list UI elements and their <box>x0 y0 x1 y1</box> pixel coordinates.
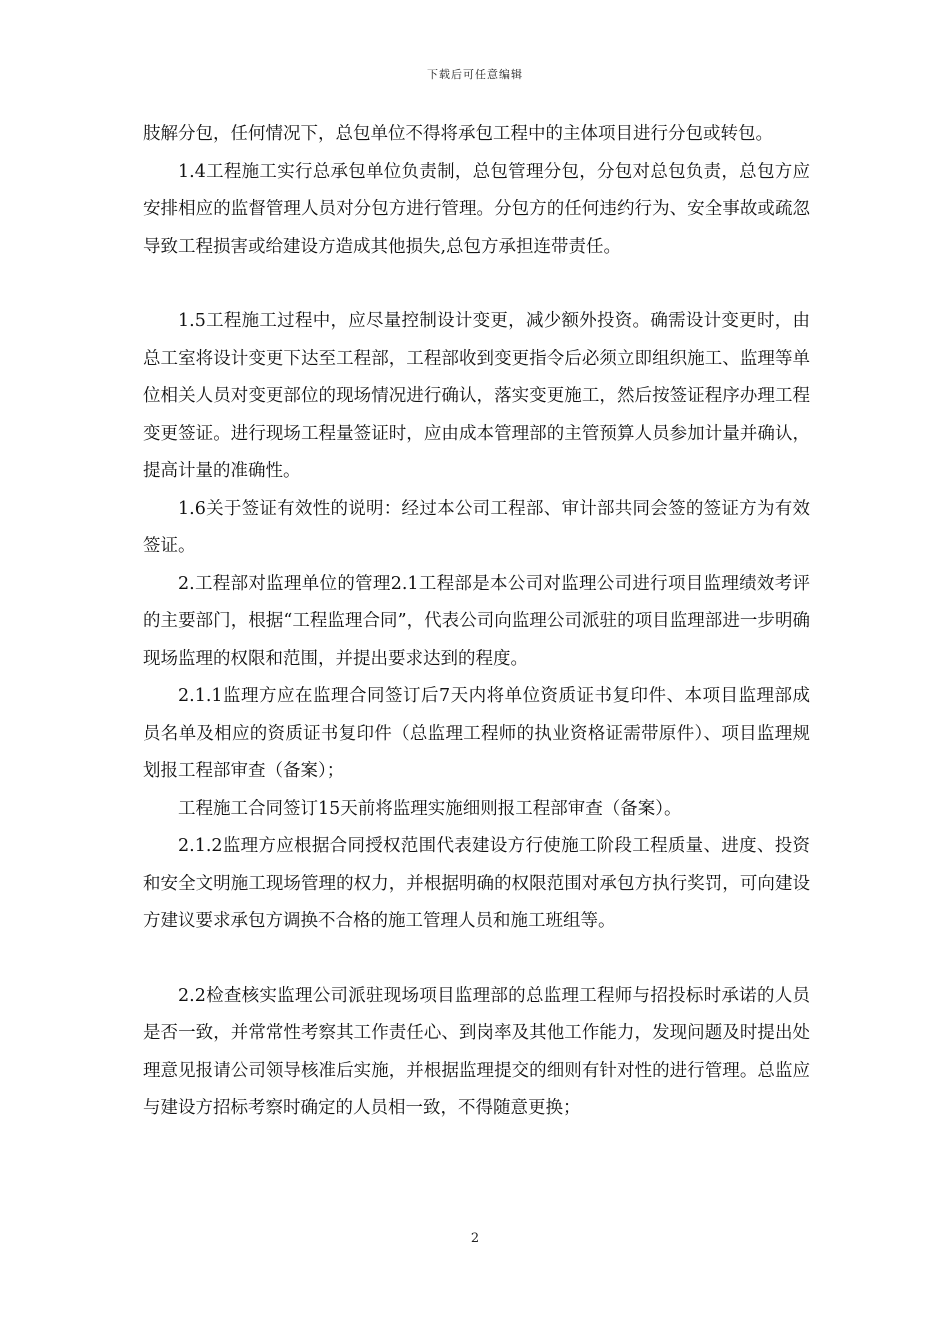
page-header-note: 下载后可任意编辑 <box>427 68 523 81</box>
paragraph-5: 2.工程部对监理单位的管理2.1工程部是本公司对监理公司进行项目监理绩效考评的主要部门，根据“工程监理合同”，代表公司向监理公司派驻的项目监理部进一步明确现场监理的权限和范围，并提出要求达到的程度。 <box>143 573 810 669</box>
paragraph-8: 2.1.2监理方应根据合同授权范围代表建设方行使施工阶段工程质量、进度、投资和安全文明施工现场管理的权力，并根据明确的权限范围对承包方执行奖罚，可向建设方建议要求承包方调换不合格的施工管理人员和施工班组等。 <box>143 836 810 931</box>
paragraph-2: 1.4工程施工实行总承包单位负责制，总包管理分包，分包对总包负责，总包方应安排相应的监督管理人员对分包方进行管理。分包方的任何违约行为、安全事故或疏忽导致工程损害或给建设方造成其他损失,总包方承担连带责任。 <box>143 161 810 257</box>
document-body <box>143 116 810 1128</box>
paragraph-4: 1.6关于签证有效性的说明：经过本公司工程部、审计部共同会签的签证方为有效签证。 <box>143 498 810 556</box>
paragraph-7: 工程施工合同签订15天前将监理实施细则报工程部审查（备案）。 <box>178 798 682 819</box>
paragraph-3: 1.5工程施工过程中，应尽量控制设计变更，减少额外投资。确需设计变更时，由总工室将设计变更下达至工程部，工程部收到变更指令后必须立即组织施工、监理等单位相关人员对变更部位的现场情况进行确认，落实变更施工，然后按签证程序办理工程变更签证。进行现场工程量签证时，应由成本管理部的主管预算人员参加计量并确认，提高计量的准确性。 <box>143 311 810 481</box>
paragraph-1: 肢解分包，任何情况下，总包单位不得将承包工程中的主体项目进行分包或转包。 <box>143 124 773 144</box>
page-number: 2 <box>470 1231 480 1246</box>
paragraph-6: 2.1.1监理方应在监理合同签订后7天内将单位资质证书复印件、本项目监理部成员名单及相应的资质证书复印件（总监理工程师的执业资格证需带原件）、项目监理规划报工程部审查（备案）； <box>143 686 810 781</box>
paragraph-9: 2.2检查核实监理公司派驻现场项目监理部的总监理工程师与招投标时承诺的人员是否一致，并常常性考察其工作责任心、到岗率及其他工作能力，发现问题及时提出处理意见报请公司领导核准后实施，并根据监理提交的细则有针对性的进行管理。总监应与建设方招标考察时确定的人员相一致，不得随意更换； <box>143 985 810 1118</box>
